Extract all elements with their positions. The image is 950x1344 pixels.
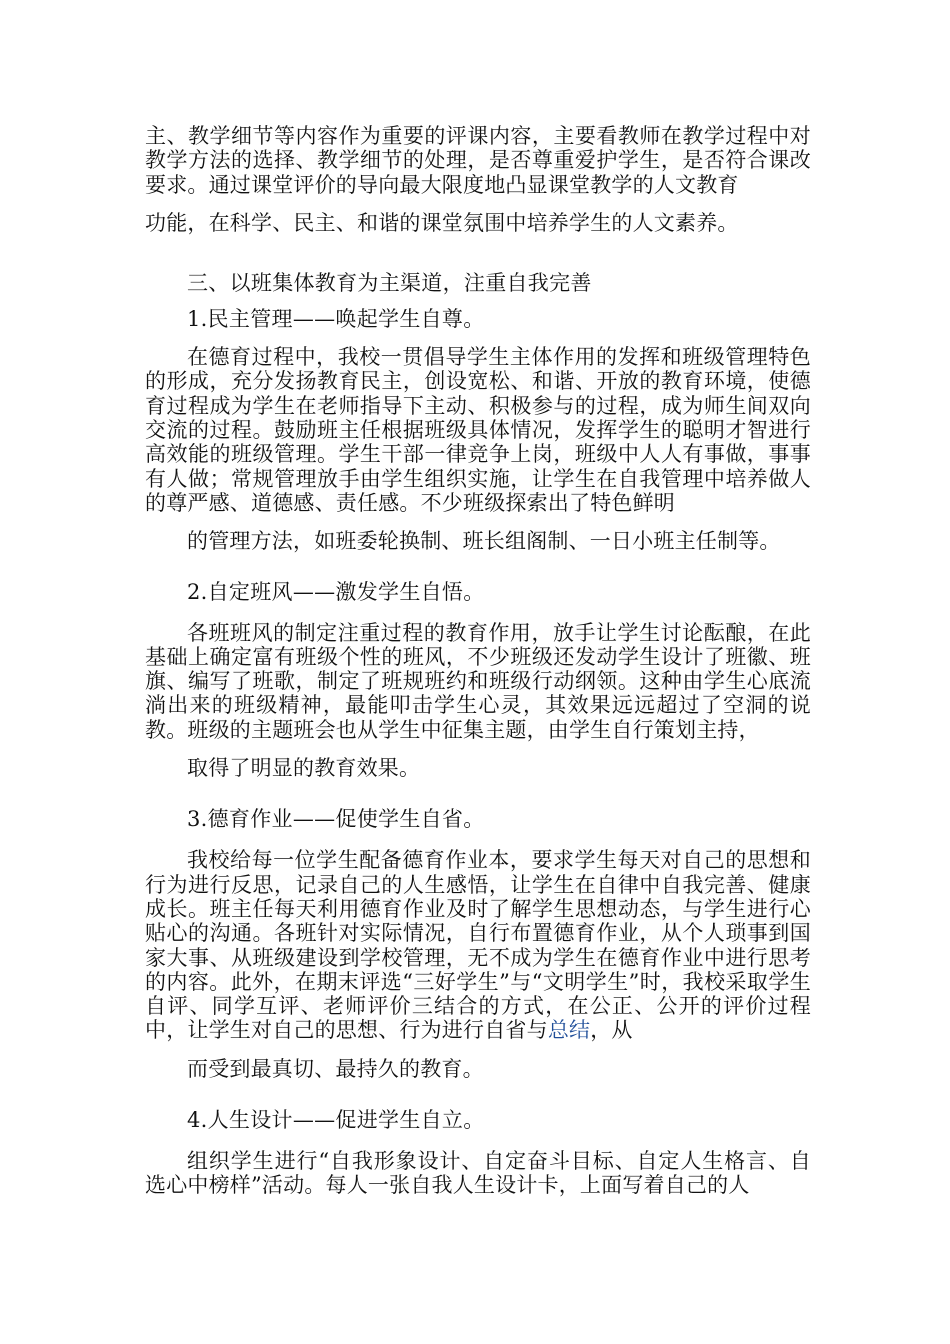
paragraph-text: 组织学生进行“自我形象设计、自定奋斗目标、自定人生格言、自选心中榜样”活动。每人一张自我人生设计卡，上面写着自己的人 [145,1149,811,1198]
paragraph-last-line: 而受到最真切、最持久的教育。 [187,1056,484,1081]
section-3-heading: 三、以班集体教育为主渠道，注重自我完善 [187,271,592,296]
document-page [145,124,811,1198]
subsection-4-heading: 4.人生设计——促进学生自立。 [187,1108,485,1133]
paragraph-last-line: 取得了明显的教育效果。 [187,756,421,781]
paragraph-last-line: 的管理方法，如班委轮换制、班长组阁制、一日小班主任制等。 [187,529,781,554]
paragraph-last-line: 功能，在科学、民主、和谐的课堂氛围中培养学生的人文素养。 [145,210,739,235]
paragraph-text: 我校给每一位学生配备德育作业本，要求学生每天对自己的思想和行为进行反思，记录自己的人生感悟，让学生在自律中自我完善、健康成长。班主任每天利用德育作业及时了解学生思想动态，与学生进行心贴心的沟通。各班针对实际情况，自行布置德育作业，从个人琐事到国家大事、从班级建设到学校管理，无不成为学生在德育作业中进行思考的内容。此外，在期末评选“三好学生”与“文明学生”时，我校采取学生自评、同学互评、老师评价三结合的方式，在公正、公开的评价过程中，让学生对自己的思想、行为进行自省与 [145,848,811,1043]
paragraph-text: 各班班风的制定注重过程的教育作用，放手让学生讨论酝酿，在此基础上确定富有班级个性的班风，不少班级还发动学生设计了班徽、班旗、编写了班歌，制定了班规班约和班级行动纲领。这种由学生心底流淌出来的班级精神，最能叩击学生心灵，其效果远远超过了空洞的说教。班级的主题班会也从学生中征集主题，由学生自行策划主持， [145,620,811,742]
subsection-1-heading: 1.民主管理——唤起学生自尊。 [187,307,485,332]
subsection-2-paragraph [145,621,811,781]
subsection-3-heading: 3.德育作业——促使学生自省。 [187,807,485,832]
subsection-1-paragraph [145,345,811,553]
paragraph-text: 在德育过程中，我校一贯倡导学生主体作用的发挥和班级管理特色的形成，充分发扬教育民主，创设宽松、和谐、开放的教育环境，使德育过程成为学生在老师指导下主动、积极参与的过程，成为师生间双向交流的过程。鼓励班主任根据班级具体情况，发挥学生的聪明才智进行高效能的班级管理。学生干部一律竞争上岗，班级中人人有事做，事事有人做；常规管理放手由学生组织实施，让学生在自我管理中培养做人的尊严感、道德感、责任感。不少班级探索出了特色鲜明 [145,345,811,515]
subsection-4-paragraph [145,1149,811,1198]
subsection-3-paragraph [145,848,811,1081]
subsection-2-heading: 2.自定班风——激发学生自悟。 [187,579,485,604]
paragraph-text-after-link: ，从 [590,1018,633,1043]
paragraph-evaluation-intro [145,124,811,235]
summary-link[interactable]: 总结 [547,1018,591,1043]
paragraph-text: 主、教学细节等内容作为重要的评课内容，主要看教师在教学过程中对教学方法的选择、教学细节的处理，是否尊重爱护学生，是否符合课改要求。通过课堂评价的导向最大限度地凸显课堂教学的人文教育 [145,124,811,197]
